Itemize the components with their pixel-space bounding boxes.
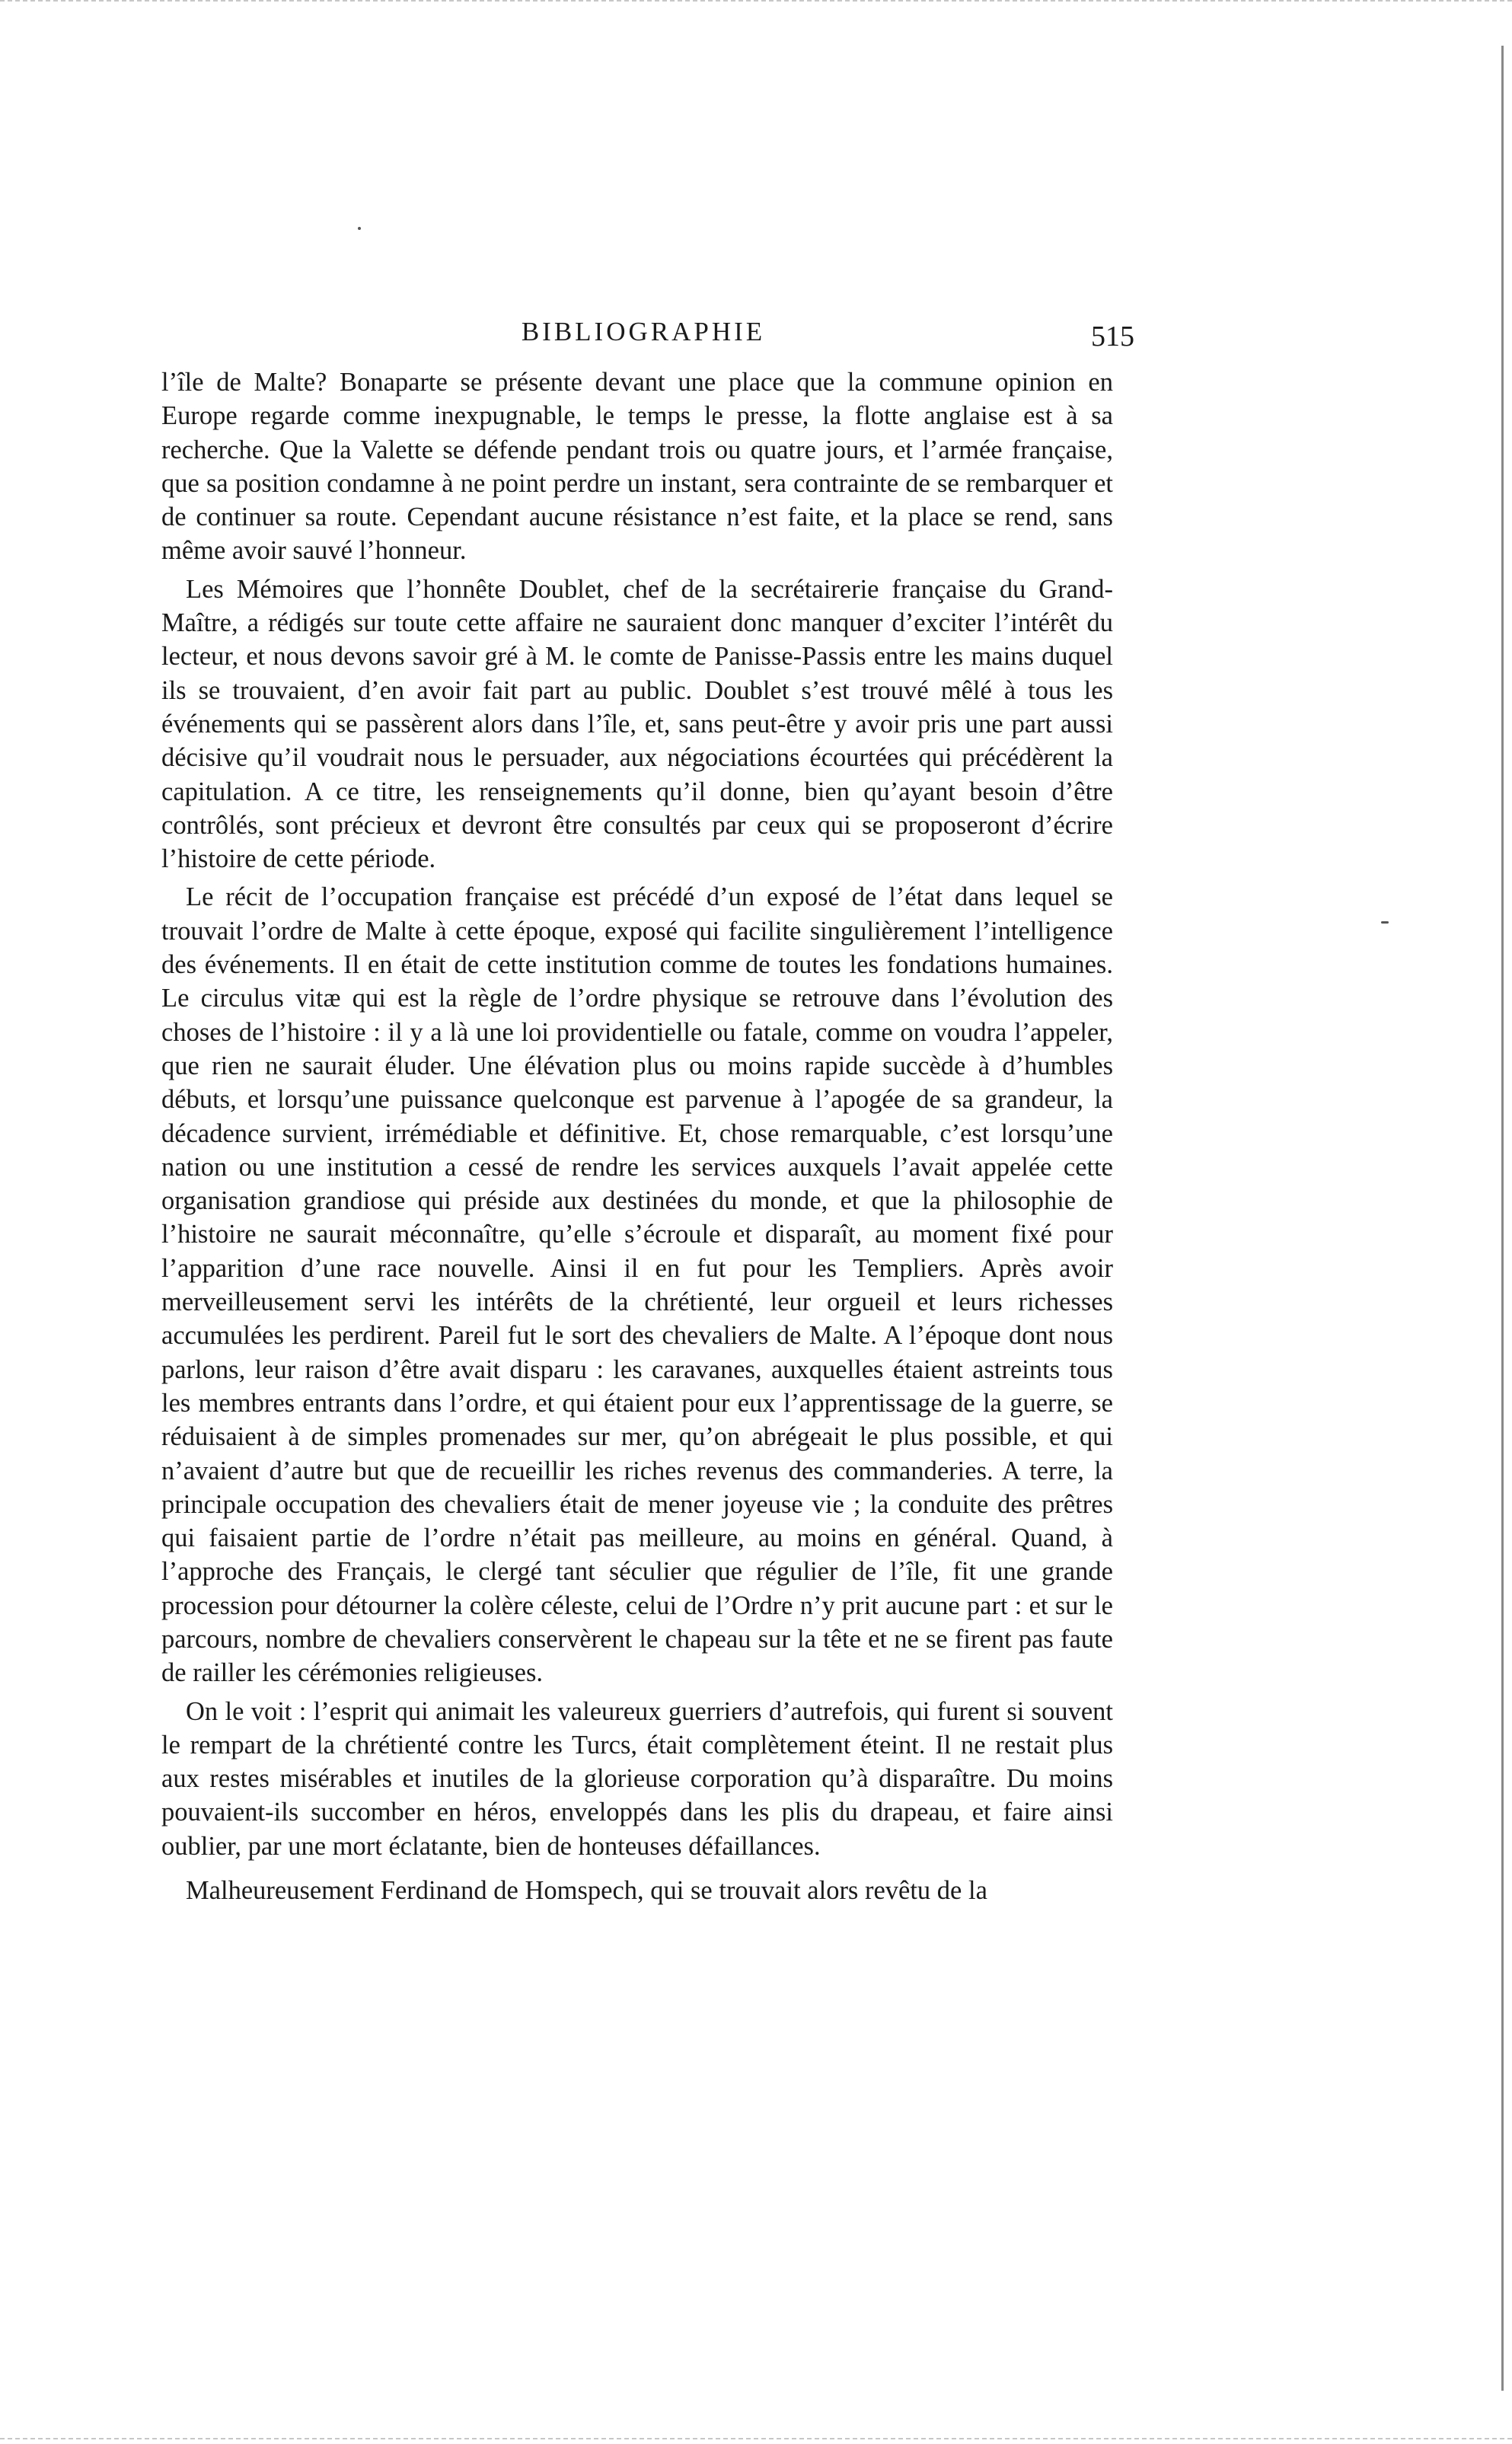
paragraph-4: On le voit : l’esprit qui animait les valeureux guerriers d’autrefois, qui furent si souvent le rempart de la chrétienté contre les Turcs, était complètement éteint. Il ne restait plus aux restes misérables et inutiles de la glorieuse corporation qu’à disparaître. Du moins pouvaient-ils succomber en héros, enveloppés dans les plis du drapeau, et faire ainsi oublier, par une mort éclatante, bien de honteuses défaillances. xyxy=(161,1696,1113,1861)
running-title: BIBLIOGRAPHIE xyxy=(521,317,766,346)
scan-speck xyxy=(358,227,361,230)
page-number: 515 xyxy=(1091,321,1134,353)
scan-speck xyxy=(1381,921,1389,924)
paragraph-3: Le récit de l’occupation française est précédé d’un exposé de l’état dans lequel se trouvait l’ordre de Malte à cette époque, exposé qui facilite singulièrement l’intelligence des événements. Il en était de cette institution comme de toutes les fondations humaines. Le circulus vitæ qui est la règle de l’ordre physique se retrouve dans l’évolution des choses de l’histoire : il y a là une loi providentielle ou fatale, comme on voudra l’appeler, que rien ne saurait éluder. Une élévation plus ou moins rapide succède à d’humbles débuts, et lorsqu’une puissance quelconque est parvenue à l’apogée de sa grandeur, la décadence survient, irrémédiable et définitive. Et, chose remarquable, c’est lorsqu’une nation ou une institution a cessé de rendre les services auxquels l’avait appelée cette organisation grandiose qui préside aux destinées du monde, et que la philosophie de l’histoire ne saurait méconnaître, qu’elle s’écroule et disparaît, au moment fixé pour l’apparition d’une race nouvelle. Ainsi il en fut pour les Templiers. Après avoir merveilleusement servi les intérêts de la chrétienté, leur orgueil et leurs richesses accumulées les perdirent. Pareil fut le sort des chevaliers de Malte. A l’époque dont nous parlons, leur raison d’être avait disparu : les caravanes, auxquelles étaient astreints tous les membres entrants dans l’ordre, et qui étaient pour eux l’apprentissage de la guerre, se réduisaient à de simples promenades sur mer, qu’on abrégeait le plus possible, et qui n’avaient d’autre but que de recueillir les riches revenus des commanderies. A terre, la principale occupation des chevaliers était de mener joyeuse vie ; la conduite des prêtres qui faisaient partie de l’ordre n’était pas meilleure, au moins en général. Quand, à l’approche des Français, le clergé tant séculier que régulier de l’île, fit une grande procession pour détourner la colère céleste, celui de l’Ordre n’y prit aucune part : et sur le parcours, nombre de chevaliers conservèrent le chapeau sur la tête et ne se firent pas faute de railler les cérémonies religieuses. xyxy=(161,882,1113,1688)
body-text xyxy=(161,365,1113,1907)
paragraph-2: Les Mémoires que l’honnête Doublet, chef de la secrétairerie française du Grand-Maître, a rédigés sur toute cette affaire ne sauraient donc manquer d’exciter l’intérêt du lecteur, et nous devons savoir gré à M. le comte de Panisse-Passis entre les mains duquel ils se trouvaient, d’en avoir fait part au public. Doublet s’est trouvé mêlé à tous les événements qui se passèrent alors dans l’île, et, sans peut-être y avoir pris une part aussi décisive qu’il voudrait nous le persuader, aux négociations écourtées qui précédèrent la capitulation. A ce titre, les renseignements qu’il donne, bien qu’ayant besoin d’être contrôlés, sont précieux et devront être consultés par ceux qui se proposeront d’écrire l’histoire de cette période. xyxy=(161,574,1113,874)
paragraph-1: l’île de Malte? Bonaparte se présente devant une place que la commune opinion en Europe regarde comme inexpugnable, le temps le presse, la flotte anglaise est à sa recherche. Que la Valette se défende pendant trois ou quatre jours, et l’armée française, que sa position condamne à ne point perdre un instant, sera contrainte de se rembarquer et de continuer sa route. Cependant aucune résistance n’est faite, et la place se rend, sans même avoir sauvé l’honneur. xyxy=(161,368,1113,566)
paragraph-5: Malheureusement Ferdinand de Homspech, qui se trouvait alors revêtu de la xyxy=(186,1876,987,1906)
scan-border-top xyxy=(0,0,1512,6)
scan-border-bottom xyxy=(0,2433,1512,2439)
page-header xyxy=(152,317,1134,362)
scan-border-right xyxy=(1498,46,1504,2391)
